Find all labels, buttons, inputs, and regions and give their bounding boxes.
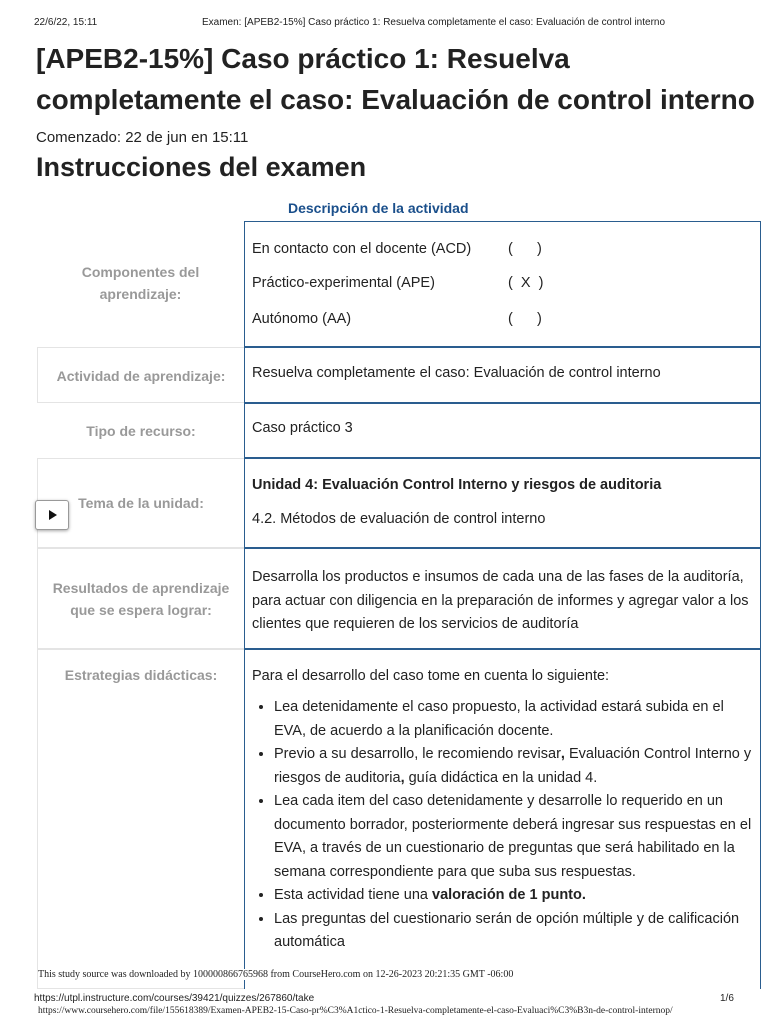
page-number: 1/6: [720, 993, 734, 1004]
value-unit: [244, 458, 761, 548]
quiz-started-time: Comenzado: 22 de jun en 15:11: [36, 129, 249, 146]
print-header-datetime: 22/6/22, 15:11: [34, 17, 98, 28]
list-item: • Previo a su desarrollo, le recomiendo revisar, Evaluación Control Interno y riesgos de auditoria, guía didáctica en la unidad 4.: [274, 743, 754, 790]
instructions-heading: Instrucciones del examen: [36, 152, 367, 182]
label-strategies: Estrategias didácticas:: [37, 649, 244, 989]
component-ape: Práctico-experimental (APE): [252, 275, 435, 291]
strategies-intro: Para el desarrollo del caso tome en cuenta lo siguiente:: [252, 668, 610, 684]
label-resource: Tipo de recurso:: [86, 423, 196, 439]
list-item: • Lea detenidamente el caso propuesto, la actividad estará subida en el EVA, de acuerdo a la planificación docente.: [274, 696, 754, 743]
footer-url: https://utpl.instructure.com/courses/39421/quizzes/267860/take: [34, 993, 315, 1004]
table-caption: Descripción de la actividad: [288, 200, 469, 216]
label-activity: Actividad de aprendizaje:: [37, 347, 244, 403]
strategies-list: [252, 696, 754, 955]
label-results: Resultados de aprendizaje que se espera lograr:: [37, 548, 244, 649]
value-results: Desarrolla los productos e insumos de cada una de las fases de la auditoría, para actuar con diligencia en la preparación de informes y agregar valor a los clientes que requieren de los servicios de auditoría: [244, 548, 761, 649]
component-acd: En contacto con el docente (ACD): [252, 241, 472, 257]
list-item: • Las preguntas del cuestionario serán de opción múltiple y de calificación automática: [274, 908, 754, 955]
component-ape-mark: ( X ): [508, 275, 544, 291]
component-aa: Autónomo (AA): [252, 311, 352, 327]
list-item: • Lea cada item del caso detenidamente y desarrolle lo requerido en un documento borrador, posteriormente deberá ingresar sus respuestas en el EVA, a través de un cuestionario de preguntas que será habilitado en la semana correspondiente para que suba sus respuestas.: [274, 790, 754, 884]
label-unit: Tema de la unidad:: [37, 458, 244, 548]
unit-subtitle: 4.2. Métodos de evaluación de control interno: [252, 511, 546, 527]
value-components: [244, 221, 761, 347]
value-strategies: [244, 649, 761, 989]
label-components: Componentes del aprendizaje:: [81, 264, 200, 302]
unit-title: Unidad 4: Evaluación Control Interno y riesgos de auditoria: [252, 477, 662, 493]
print-header-title: Examen: [APEB2-15%] Caso práctico 1: Resuelva completamente el caso: Evaluación de control interno: [202, 17, 666, 28]
quiz-title: [APEB2-15%] Caso práctico 1: Resuelva completamente el caso: Evaluación de control interno: [36, 43, 755, 115]
source-url: https://www.coursehero.com/file/155618389/Examen-APEB2-15-Caso-pr%C3%A1ctico-1-Resuelva-completamente-el-caso-Evaluaci%C3%B3n-de-control-internop/: [38, 1006, 673, 1016]
component-aa-mark: ( ): [508, 311, 542, 327]
value-resource: Caso práctico 3: [244, 403, 761, 458]
component-acd-mark: ( ): [508, 241, 542, 257]
value-activity: Resuelva completamente el caso: Evaluación de control interno: [244, 347, 761, 403]
play-icon: [49, 510, 57, 520]
list-item: • Esta actividad tiene una valoración de 1 punto.: [274, 884, 754, 908]
play-button[interactable]: [35, 500, 69, 530]
download-watermark: This study source was downloaded by 100000866765968 from CourseHero.com on 12-26-2023 20:21:35 GMT -06:00: [38, 969, 514, 980]
